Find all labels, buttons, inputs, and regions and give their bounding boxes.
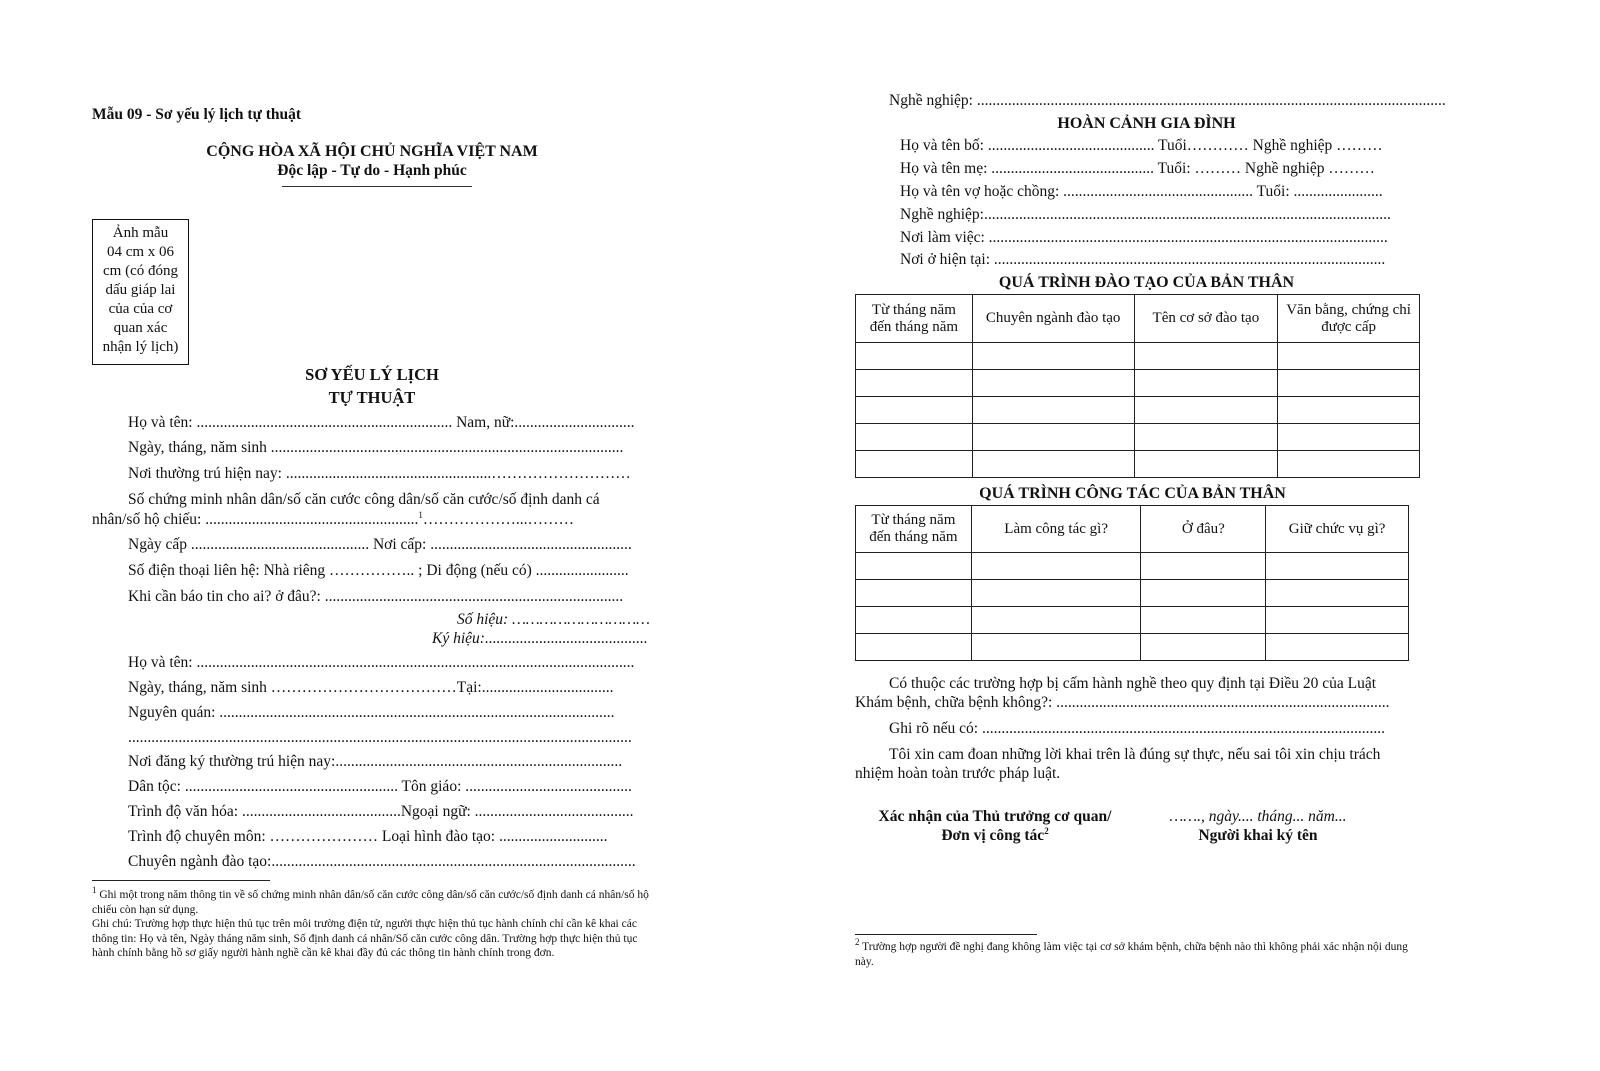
photo-box <box>92 219 189 365</box>
table-header-cell: Làm công tác gì? <box>971 506 1141 553</box>
table-cell[interactable] <box>1141 580 1266 607</box>
field-name[interactable]: Họ và tên: .................................................................. Nam, nữ:............................... <box>128 414 635 431</box>
table-header-cell: Giữ chức vụ gì? <box>1266 506 1409 553</box>
field-major[interactable]: Chuyên ngành đào tạo:.............................................................................................. <box>128 853 636 870</box>
table-cell[interactable] <box>972 451 1134 478</box>
field-father[interactable]: Họ và tên bố: ........................................... Tuổi………… Nghề nghiệp ……… <box>900 137 1383 154</box>
table-cell[interactable] <box>856 343 973 370</box>
field-id-label: Số chứng minh nhân dân/số căn cước công dân/số căn cước/số định danh cá <box>128 491 600 508</box>
photo-box-line: của của cơ <box>108 301 173 317</box>
footnote-rule <box>855 934 1037 935</box>
doc-subtitle: TỰ THUẬT <box>328 388 416 407</box>
photo-box-line: cm (có đóng <box>103 263 178 279</box>
table-cell[interactable] <box>1134 370 1278 397</box>
field-mother[interactable]: Họ và tên mẹ: .......................................... Tuổi: ……… Nghề nghiệp ……… <box>900 160 1375 177</box>
table-header-cell: Văn bằng, chứng chỉ được cấp <box>1278 295 1420 343</box>
table-header-cell: Từ tháng năm đến tháng năm <box>856 506 972 553</box>
field-workplace[interactable]: Nơi làm việc: ....................................................................................................... <box>900 229 1388 246</box>
photo-box-line: dấu giáp lai <box>105 282 176 298</box>
table-cell[interactable] <box>972 424 1134 451</box>
table-cell[interactable] <box>1278 370 1420 397</box>
footnote-rule <box>92 880 270 881</box>
field-id-text: nhân/số hộ chiếu: ....................................................... <box>92 511 419 528</box>
table-cell[interactable] <box>971 553 1141 580</box>
table-header-cell: Tên cơ sở đào tạo <box>1134 295 1278 343</box>
table-row <box>856 607 1409 634</box>
work-title: QUÁ TRÌNH CÔNG TÁC CỦA BẢN THÂN <box>979 485 1286 502</box>
table-header-cell: Chuyên ngành đào tạo <box>972 295 1134 343</box>
field-name-2[interactable]: Họ và tên: ................................................................................................................. <box>128 654 635 671</box>
table-cell[interactable] <box>856 397 973 424</box>
training-table <box>855 294 1420 478</box>
field-banned-answer[interactable]: Khám bệnh, chữa bệnh không?: ...................................................................................... <box>855 694 1390 711</box>
table-cell[interactable] <box>971 607 1141 634</box>
field-dob-2[interactable]: Ngày, tháng, năm sinh ………………………………Tại:.................................. <box>128 679 614 696</box>
field-dob[interactable]: Ngày, tháng, năm sinh ........................................................................................... <box>128 439 624 456</box>
date-line[interactable]: ……., ngày.... tháng... năm... <box>1169 808 1347 825</box>
table-cell[interactable] <box>1278 424 1420 451</box>
field-occupation[interactable]: Nghề nghiệp: ......................................................................................................................... <box>889 92 1446 109</box>
field-id-number[interactable] <box>92 510 574 530</box>
table-cell[interactable] <box>856 370 973 397</box>
field-residence[interactable]: Nơi thường trú hiện nay: .....................................................……………………… <box>128 465 631 482</box>
table-cell[interactable] <box>1266 607 1409 634</box>
table-row <box>856 553 1409 580</box>
table-header-cell: Từ tháng năm đến tháng năm <box>856 295 973 343</box>
table-cell[interactable] <box>972 397 1134 424</box>
footnote-ref-1: 1 <box>418 509 423 520</box>
field-phone[interactable]: Số điện thoại liên hệ: Nhà riêng …………….. ; Di động (nếu có) ........................ <box>128 562 629 579</box>
field-reg-residence[interactable]: Nơi đăng ký thường trú hiện nay:.......................................................................... <box>128 753 623 770</box>
table-cell[interactable] <box>856 607 972 634</box>
table-cell[interactable] <box>856 634 972 661</box>
table-cell[interactable] <box>1141 607 1266 634</box>
field-specify[interactable]: Ghi rõ nếu có: ........................................................................................................ <box>889 720 1385 737</box>
field-spouse-occupation[interactable]: Nghề nghiệp:......................................................................................................... <box>900 206 1391 223</box>
table-cell[interactable] <box>1134 343 1278 370</box>
field-current-address[interactable]: Nơi ở hiện tại: ..................................................................................................... <box>900 251 1386 268</box>
table-cell[interactable] <box>1278 343 1420 370</box>
table-row <box>856 451 1420 478</box>
footnote-1-mark: 1 <box>92 885 97 896</box>
field-spouse[interactable]: Họ và tên vợ hoặc chồng: ................................................. Tuổi: ....................... <box>900 183 1383 200</box>
photo-box-line: quan xác <box>113 320 168 336</box>
field-ky-hieu[interactable]: Ký hiệu:.......................................... <box>432 630 648 647</box>
field-ethnic[interactable]: Dân tộc: ....................................................... Tôn giáo: ........................................... <box>128 778 632 795</box>
table-row <box>856 370 1420 397</box>
table-cell[interactable] <box>971 634 1141 661</box>
training-title: QUÁ TRÌNH ĐÀO TẠO CỦA BẢN THÂN <box>998 274 1295 291</box>
confirm-label-2 <box>855 827 1135 845</box>
table-cell[interactable] <box>1266 553 1409 580</box>
table-cell[interactable] <box>1141 553 1266 580</box>
field-origin[interactable]: Nguyên quán: ...................................................................................................... <box>128 704 615 721</box>
table-cell[interactable] <box>1278 451 1420 478</box>
table-cell[interactable] <box>856 424 973 451</box>
commitment-text-cont: nhiệm hoàn toàn trước pháp luật. <box>855 765 1061 782</box>
table-row <box>856 424 1420 451</box>
table-row <box>856 634 1409 661</box>
footnote-2-mark: 2 <box>855 937 860 948</box>
table-cell[interactable] <box>1141 634 1266 661</box>
table-cell[interactable] <box>972 370 1134 397</box>
table-row <box>856 580 1409 607</box>
table-header-cell: Ở đâu? <box>1141 506 1266 553</box>
field-id-dots: ………………...……… <box>422 511 574 528</box>
table-cell[interactable] <box>972 343 1134 370</box>
table-cell[interactable] <box>1134 424 1278 451</box>
family-title: HOÀN CẢNH GIA ĐÌNH <box>1057 115 1236 132</box>
field-professional[interactable]: Trình độ chuyên môn: ………………… Loại hình đào tạo: ............................ <box>128 828 608 845</box>
table-cell[interactable] <box>856 553 972 580</box>
table-cell[interactable] <box>856 451 973 478</box>
field-origin-cont[interactable]: .................................................................................................................................. <box>128 729 632 746</box>
footnote-note: Ghi chú: Trường hợp thực hiện thủ tục trên môi trường điện tử, người thực hiện thủ tục hành chính chỉ cần kê khai các thông tin: Họ và tên, Ngày tháng năm sinh, Số định danh cá nhân/Số căn cước công dân. Trường hợp thực hiện thủ tục hành chính bằng hồ sơ giấy người hành nghề cần kê khai đầy đủ các thông tin hành chính trong đơn. <box>92 918 638 959</box>
work-table <box>855 505 1409 661</box>
field-so-hieu[interactable]: Số hiệu: ………………………… <box>457 611 650 628</box>
motto-underline <box>282 186 472 187</box>
table-cell[interactable] <box>856 580 972 607</box>
field-contact[interactable]: Khi cần báo tin cho ai? ở đâu?: ............................................................................. <box>128 588 624 605</box>
table-cell[interactable] <box>1134 397 1278 424</box>
table-header-row <box>856 295 1420 343</box>
field-issue[interactable]: Ngày cấp .............................................. Nơi cấp: .................................................... <box>128 536 632 553</box>
confirm-label: Xác nhận của Thủ trưởng cơ quan/ <box>878 808 1112 825</box>
banned-question: Có thuộc các trường hợp bị cấm hành nghề theo quy định tại Điều 20 của Luật <box>889 675 1377 692</box>
table-row <box>856 397 1420 424</box>
photo-box-line: nhận lý lịch) <box>102 339 179 355</box>
footnote-ref-2: 2 <box>1044 825 1049 836</box>
table-row <box>856 343 1420 370</box>
table-cell[interactable] <box>1134 451 1278 478</box>
table-header-row <box>856 506 1409 553</box>
footnote-2 <box>855 937 1425 969</box>
table-cell[interactable] <box>1278 397 1420 424</box>
national-motto: Độc lập - Tự do - Hạnh phúc <box>277 162 467 179</box>
doc-title: SƠ YẾU LÝ LỊCH <box>305 365 439 384</box>
footnote-1 <box>92 885 657 917</box>
country-name: CỘNG HÒA XÃ HỘI CHỦ NGHĨA VIỆT NAM <box>206 143 538 160</box>
signer-label: Người khai ký tên <box>1198 827 1318 844</box>
footnote-2-text: Trường hợp người đề nghị đang không làm việc tại cơ sở khám bệnh, chữa bệnh nào thì không phải xác nhận nội dung này. <box>855 941 1408 968</box>
commitment-text: Tôi xin cam đoan những lời khai trên là đúng sự thực, nếu sai tôi xin chịu trách <box>889 746 1381 763</box>
photo-box-line: Ảnh mẫu <box>112 225 169 241</box>
table-cell[interactable] <box>1266 580 1409 607</box>
footnote-1-text: Ghi một trong năm thông tin về số chứng minh nhân dân/số căn cước công dân/số căn cước/số định danh cá nhân/số hộ chiếu còn hạn sử dụng. <box>92 889 649 916</box>
table-cell[interactable] <box>971 580 1141 607</box>
field-education[interactable]: Trình độ văn hóa: .........................................Ngoại ngữ: ......................................... <box>128 803 634 820</box>
form-label: Mẫu 09 - Sơ yếu lý lịch tự thuật <box>92 106 302 123</box>
table-cell[interactable] <box>1266 634 1409 661</box>
confirm-unit: Đơn vị công tác <box>941 827 1045 844</box>
photo-box-line: 04 cm x 06 <box>106 244 175 260</box>
